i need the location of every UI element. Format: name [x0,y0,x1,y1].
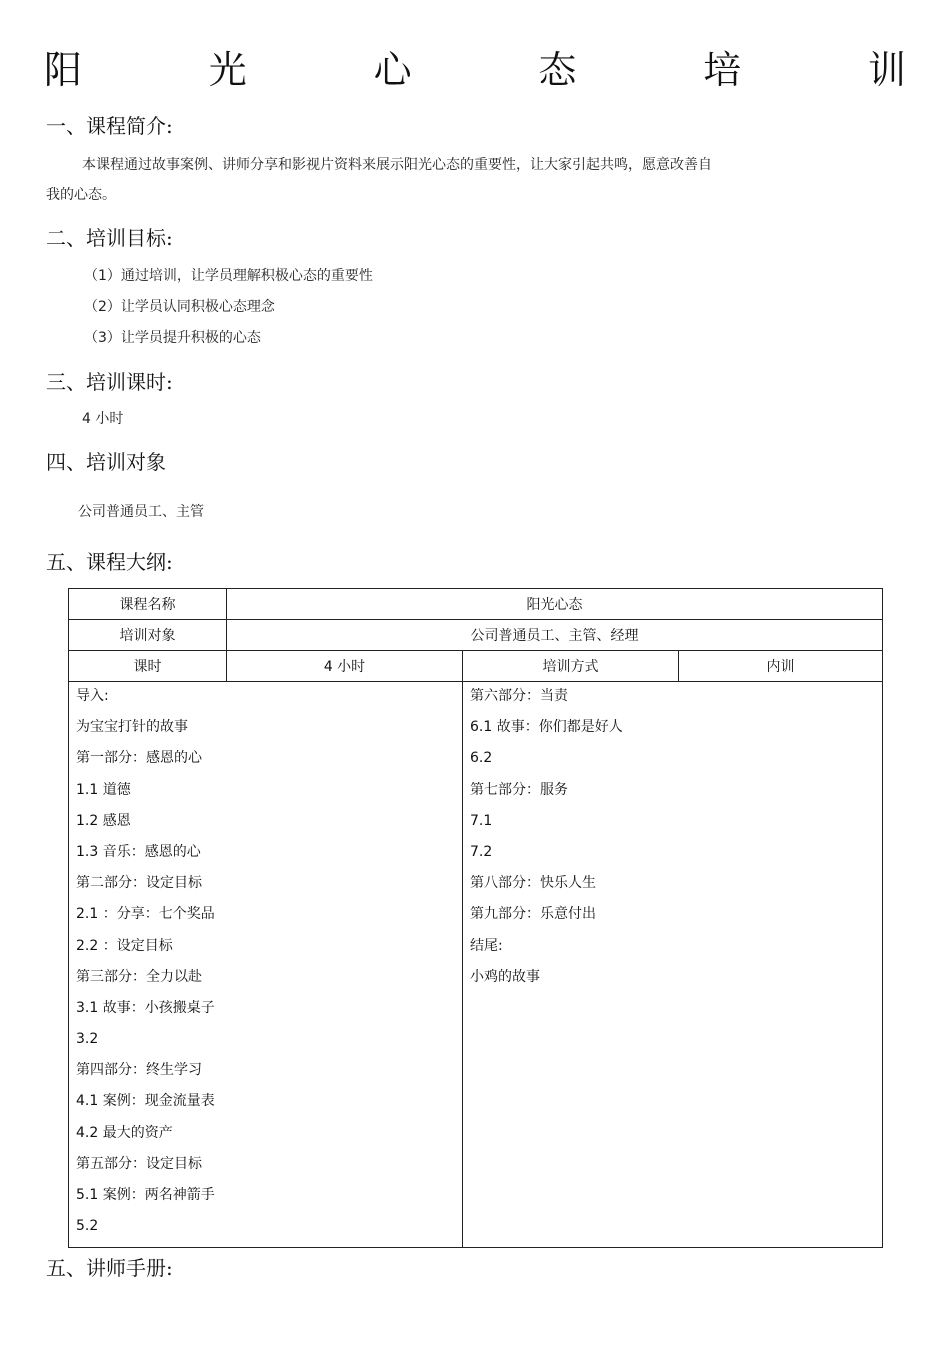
outline-item: 6.2 [470,750,493,767]
outline-item: 4.1 案例：现金流量表 [76,1093,215,1110]
outline-item: 第四部分：终生学习 [76,1062,202,1079]
goal-item: （1）通过培训，让学员理解积极心态的重要性 [84,268,373,284]
outline-item: 为宝宝打针的故事 [76,719,188,736]
table-row [69,651,883,682]
outline-item: 6.1 故事：你们都是好人 [470,719,623,736]
outline-item: 1.3 音乐：感恩的心 [76,843,201,860]
table-row [69,682,883,1248]
outline-item: 5.2 [76,1218,99,1235]
outline-item: 小鸡的故事 [470,968,540,985]
goal-item: （2）让学员认同积极心态理念 [84,299,275,315]
outline-item: 4.2 最大的资产 [76,1124,173,1141]
goals-heading: 二、培训目标: [46,226,173,250]
outline-item: 3.2 [76,1031,99,1048]
outline-item: 第七部分：服务 [470,781,568,798]
intro-text-line1: 本课程通过故事案例、讲师分享和影视片资料来展示阳光心态的重要性，让大家引起共鸣，愿意改善自 [82,157,712,173]
hours-label: 课时 [69,651,227,682]
manual-heading: 五、讲师手册: [46,1256,173,1280]
table-row [69,589,883,620]
course-name-value: 阳光心态 [227,589,883,620]
outline-item: 7.1 [470,812,493,829]
hours-cell-value: 4 小时 [227,651,463,682]
outline-item: 第九部分：乐意付出 [470,906,596,923]
audience-heading: 四、培训对象 [46,450,166,474]
intro-text-line2: 我的心态。 [46,187,116,203]
hours-value: 4 小时 [82,411,124,427]
title-char: 培 [703,48,742,92]
title-char: 阳 [44,48,83,92]
title-char: 心 [373,48,412,92]
course-outline-table [68,588,883,1248]
outline-item: 1.1 道德 [76,781,131,798]
outline-item: 第八部分：快乐人生 [470,875,596,892]
course-name-label: 课程名称 [69,589,227,620]
goal-item: （3）让学员提升积极的心态 [84,330,261,346]
outline-item: 导入: [76,688,109,704]
method-value: 内训 [679,651,883,682]
outline-left-list [69,682,462,1247]
title-char: 光 [208,48,247,92]
hours-heading: 三、培训课时: [46,370,173,394]
outline-item: 第三部分：全力以赴 [76,968,202,985]
outline-item: 2.1 ：分享：七个奖品 [76,906,215,923]
outline-item: 第二部分：设定目标 [76,875,202,892]
outline-item: 第一部分：感恩的心 [76,750,202,767]
outline-item: 2.2 ：设定目标 [76,937,173,954]
outline-item: 第五部分：设定目标 [76,1155,202,1172]
outline-item: 1.2 感恩 [76,812,131,829]
title-char: 态 [538,48,577,92]
method-label: 培训方式 [463,651,679,682]
intro-heading: 一、课程简介: [46,114,173,138]
outline-left-cell [69,682,463,1248]
title-char: 训 [867,48,906,92]
outline-item: 第六部分：当责 [470,688,568,704]
outline-heading: 五、课程大纲: [46,550,173,574]
document-title [44,44,906,96]
audience-cell-value: 公司普通员工、主管、经理 [227,620,883,651]
outline-item: 3.1 故事：小孩搬桌子 [76,999,215,1016]
outline-right-list [463,682,882,998]
outline-item: 7.2 [470,843,493,860]
table-row [69,620,883,651]
outline-item: 5.1 案例：两名神箭手 [76,1187,215,1203]
audience-label: 培训对象 [69,620,227,651]
outline-item: 结尾: [470,937,503,954]
audience-value: 公司普通员工、主管 [78,504,204,520]
outline-right-cell [463,682,883,1248]
